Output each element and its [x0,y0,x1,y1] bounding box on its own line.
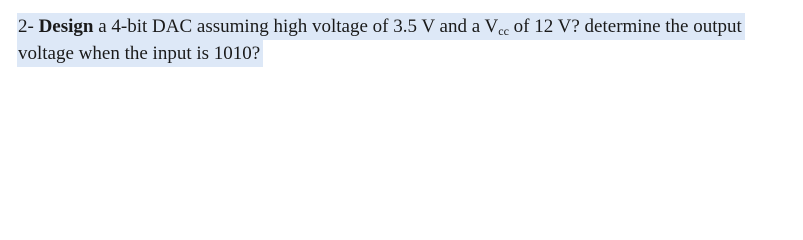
question-number: 2- [18,16,34,37]
question-text-part-1: a 4-bit DAC assuming high voltage of 3.5 V and a V [98,16,499,37]
question-text-part-2: of 12 V? determine the output [513,16,742,37]
question-keyword: Design [38,16,94,37]
vcc-subscript: cc [498,24,509,38]
question-line-2 [17,40,263,67]
question-text-part-3: voltage when the input is 1010? [18,43,261,64]
question-line-1 [17,13,745,40]
document-page [0,0,803,82]
question-text [17,13,797,67]
